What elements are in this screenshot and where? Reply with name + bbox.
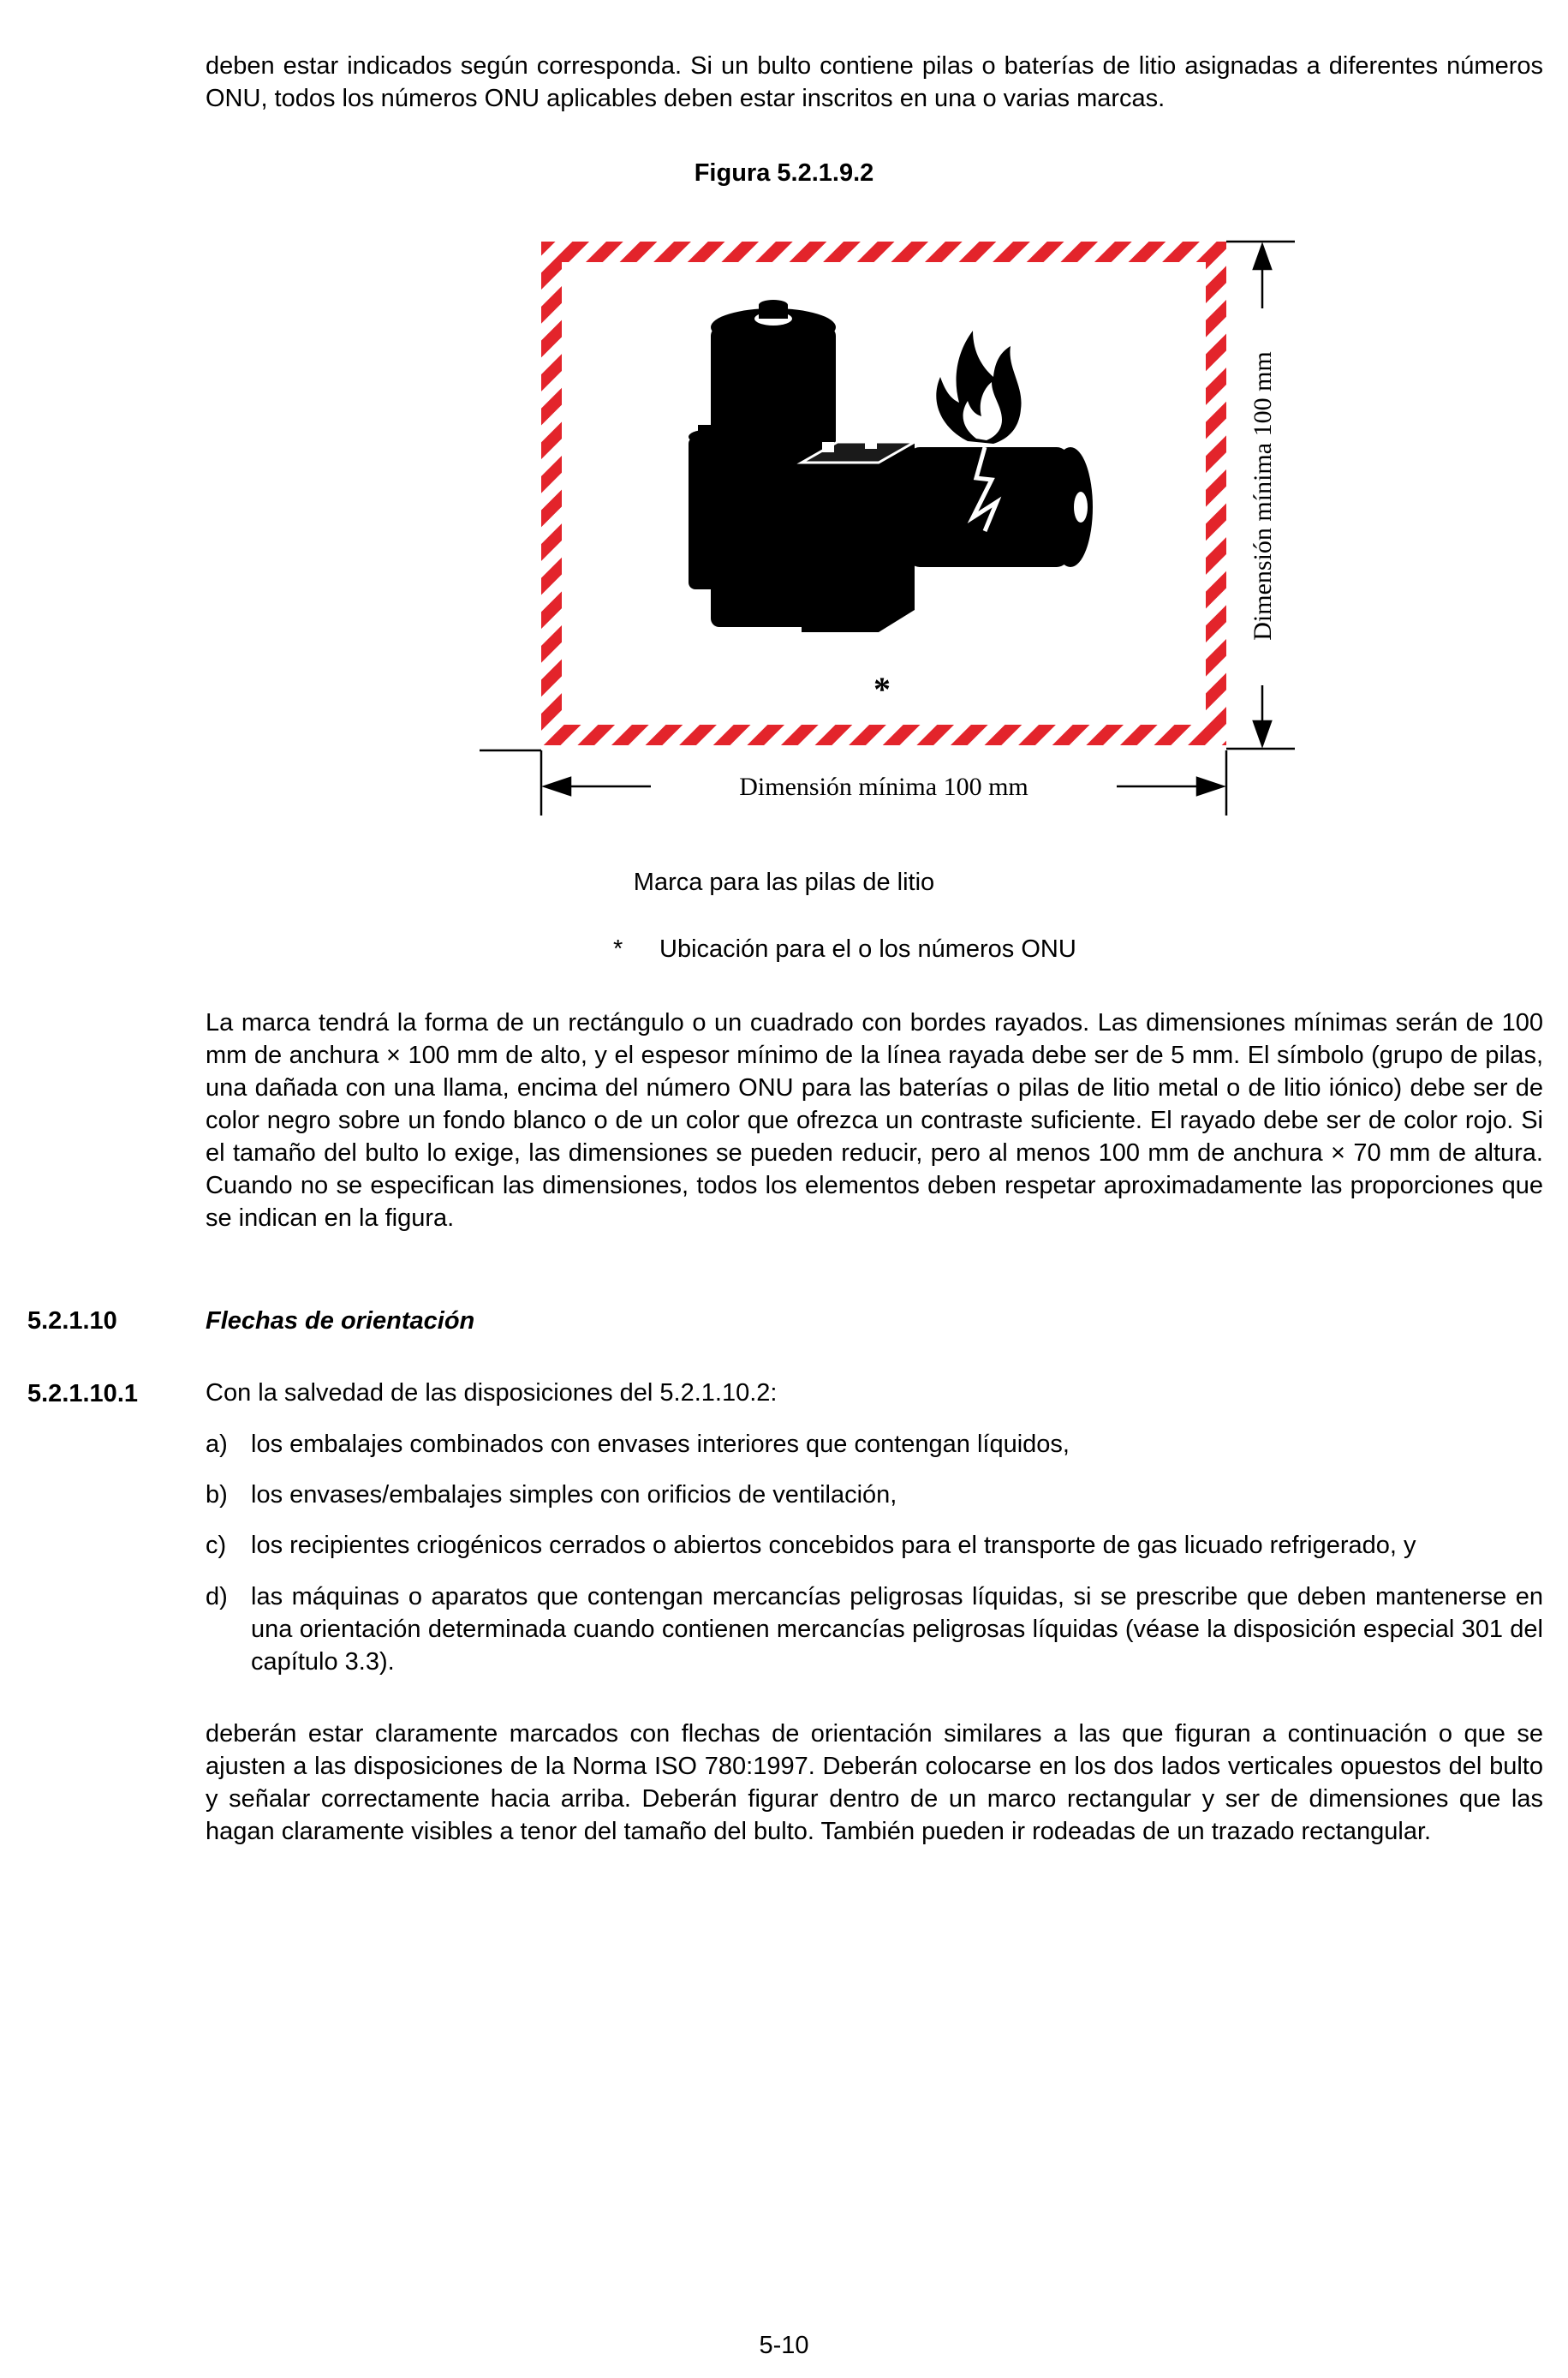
- list-item-text: los embalajes combinados con envases interiores que contengan líquidos,: [251, 1431, 1070, 1458]
- list-item: [206, 1428, 1543, 1461]
- list-item: [206, 1580, 1543, 1678]
- list-item: [206, 1529, 1543, 1562]
- list-item-label: a): [206, 1431, 228, 1458]
- vertical-dimension-label: Dimensión mínima 100 mm: [1249, 351, 1277, 641]
- horizontal-dimension-label: Dimensión mínima 100 mm: [739, 773, 1028, 801]
- list-item-label: d): [206, 1583, 228, 1610]
- lithium-battery-mark-figure: [462, 231, 1310, 831]
- list-item-text: las máquinas o aparatos que contengan mercancías peligrosas líquidas, si se prescribe que deben mantenerse en una orientación determinada cuando contienen mercancías peligrosas líquidas (véase la disposición especial 301 del capítulo 3.3).: [251, 1583, 1543, 1676]
- list-item-label: c): [206, 1532, 227, 1559]
- section-title: Flechas de orientación: [206, 1307, 475, 1335]
- subsection-number: 5.2.1.10.1: [27, 1380, 138, 1407]
- closing-paragraph: deberán estar claramente marcados con flechas de orientación similares a las que figuran a continuación o que se ajusten a las disposiciones de la Norma ISO 780:1997. Deberán colocarse en los dos lados verticales opuestos del bulto y señalar correctamente hacia arriba. Deberán figurar dentro de un marco rectangular y ser de dimensiones que las hagan claramente visibles a tenor del tamaño del bulto. También pueden ir rodeadas de un trazado rectangular.: [206, 1720, 1543, 1845]
- description-paragraph: La marca tendrá la forma de un rectángulo o un cuadrado con bordes rayados. Las dimensiones mínimas serán de 100 mm de anchura × 100 mm de alto, y el espesor mínimo de la línea rayada debe ser de 5 mm. El símbolo (grupo de pilas, una dañada con una llama, encima del número ONU para las baterías o pilas de litio metal o de litio iónico) debe ser de color negro sobre un fondo blanco o de un color que ofrezca un contraste suficiente. El rayado debe ser de color rojo. Si el tamaño del bulto lo exige, las dimensiones se pueden reducir, pero al menos 100 mm de anchura × 70 mm de altura. Cuando no se especifican las dimensiones, todos los elementos deben respetar aproximadamente las proporciones que se indican en la figura.: [206, 1009, 1543, 1232]
- list-item: [206, 1479, 1543, 1511]
- page-number: 5-10: [759, 2332, 809, 2359]
- list-item-text: los envases/embalajes simples con orificios de ventilación,: [251, 1481, 897, 1509]
- figure-caption: Marca para las pilas de litio: [633, 869, 935, 896]
- footnote-text: Ubicación para el o los números ONU: [659, 935, 1076, 963]
- un-number-marker: *: [873, 670, 891, 708]
- list-item-label: b): [206, 1481, 228, 1509]
- subsection-text: Con la salvedad de las disposiciones del 5.2.1.10.2:: [206, 1379, 778, 1407]
- list-item-text: los recipientes criogénicos cerrados o abiertos concebidos para el transporte de gas licuado refrigerado, y: [251, 1532, 1416, 1559]
- intro-paragraph: deben estar indicados según corresponda. Si un bulto contiene pilas o baterías de litio asignadas a diferentes números ONU, todos los números ONU aplicables deben estar inscritos en una o varias marcas.: [206, 52, 1543, 112]
- figure-title: Figura 5.2.1.9.2: [694, 159, 874, 187]
- section-number: 5.2.1.10: [27, 1307, 117, 1335]
- footnote-marker: *: [613, 935, 623, 963]
